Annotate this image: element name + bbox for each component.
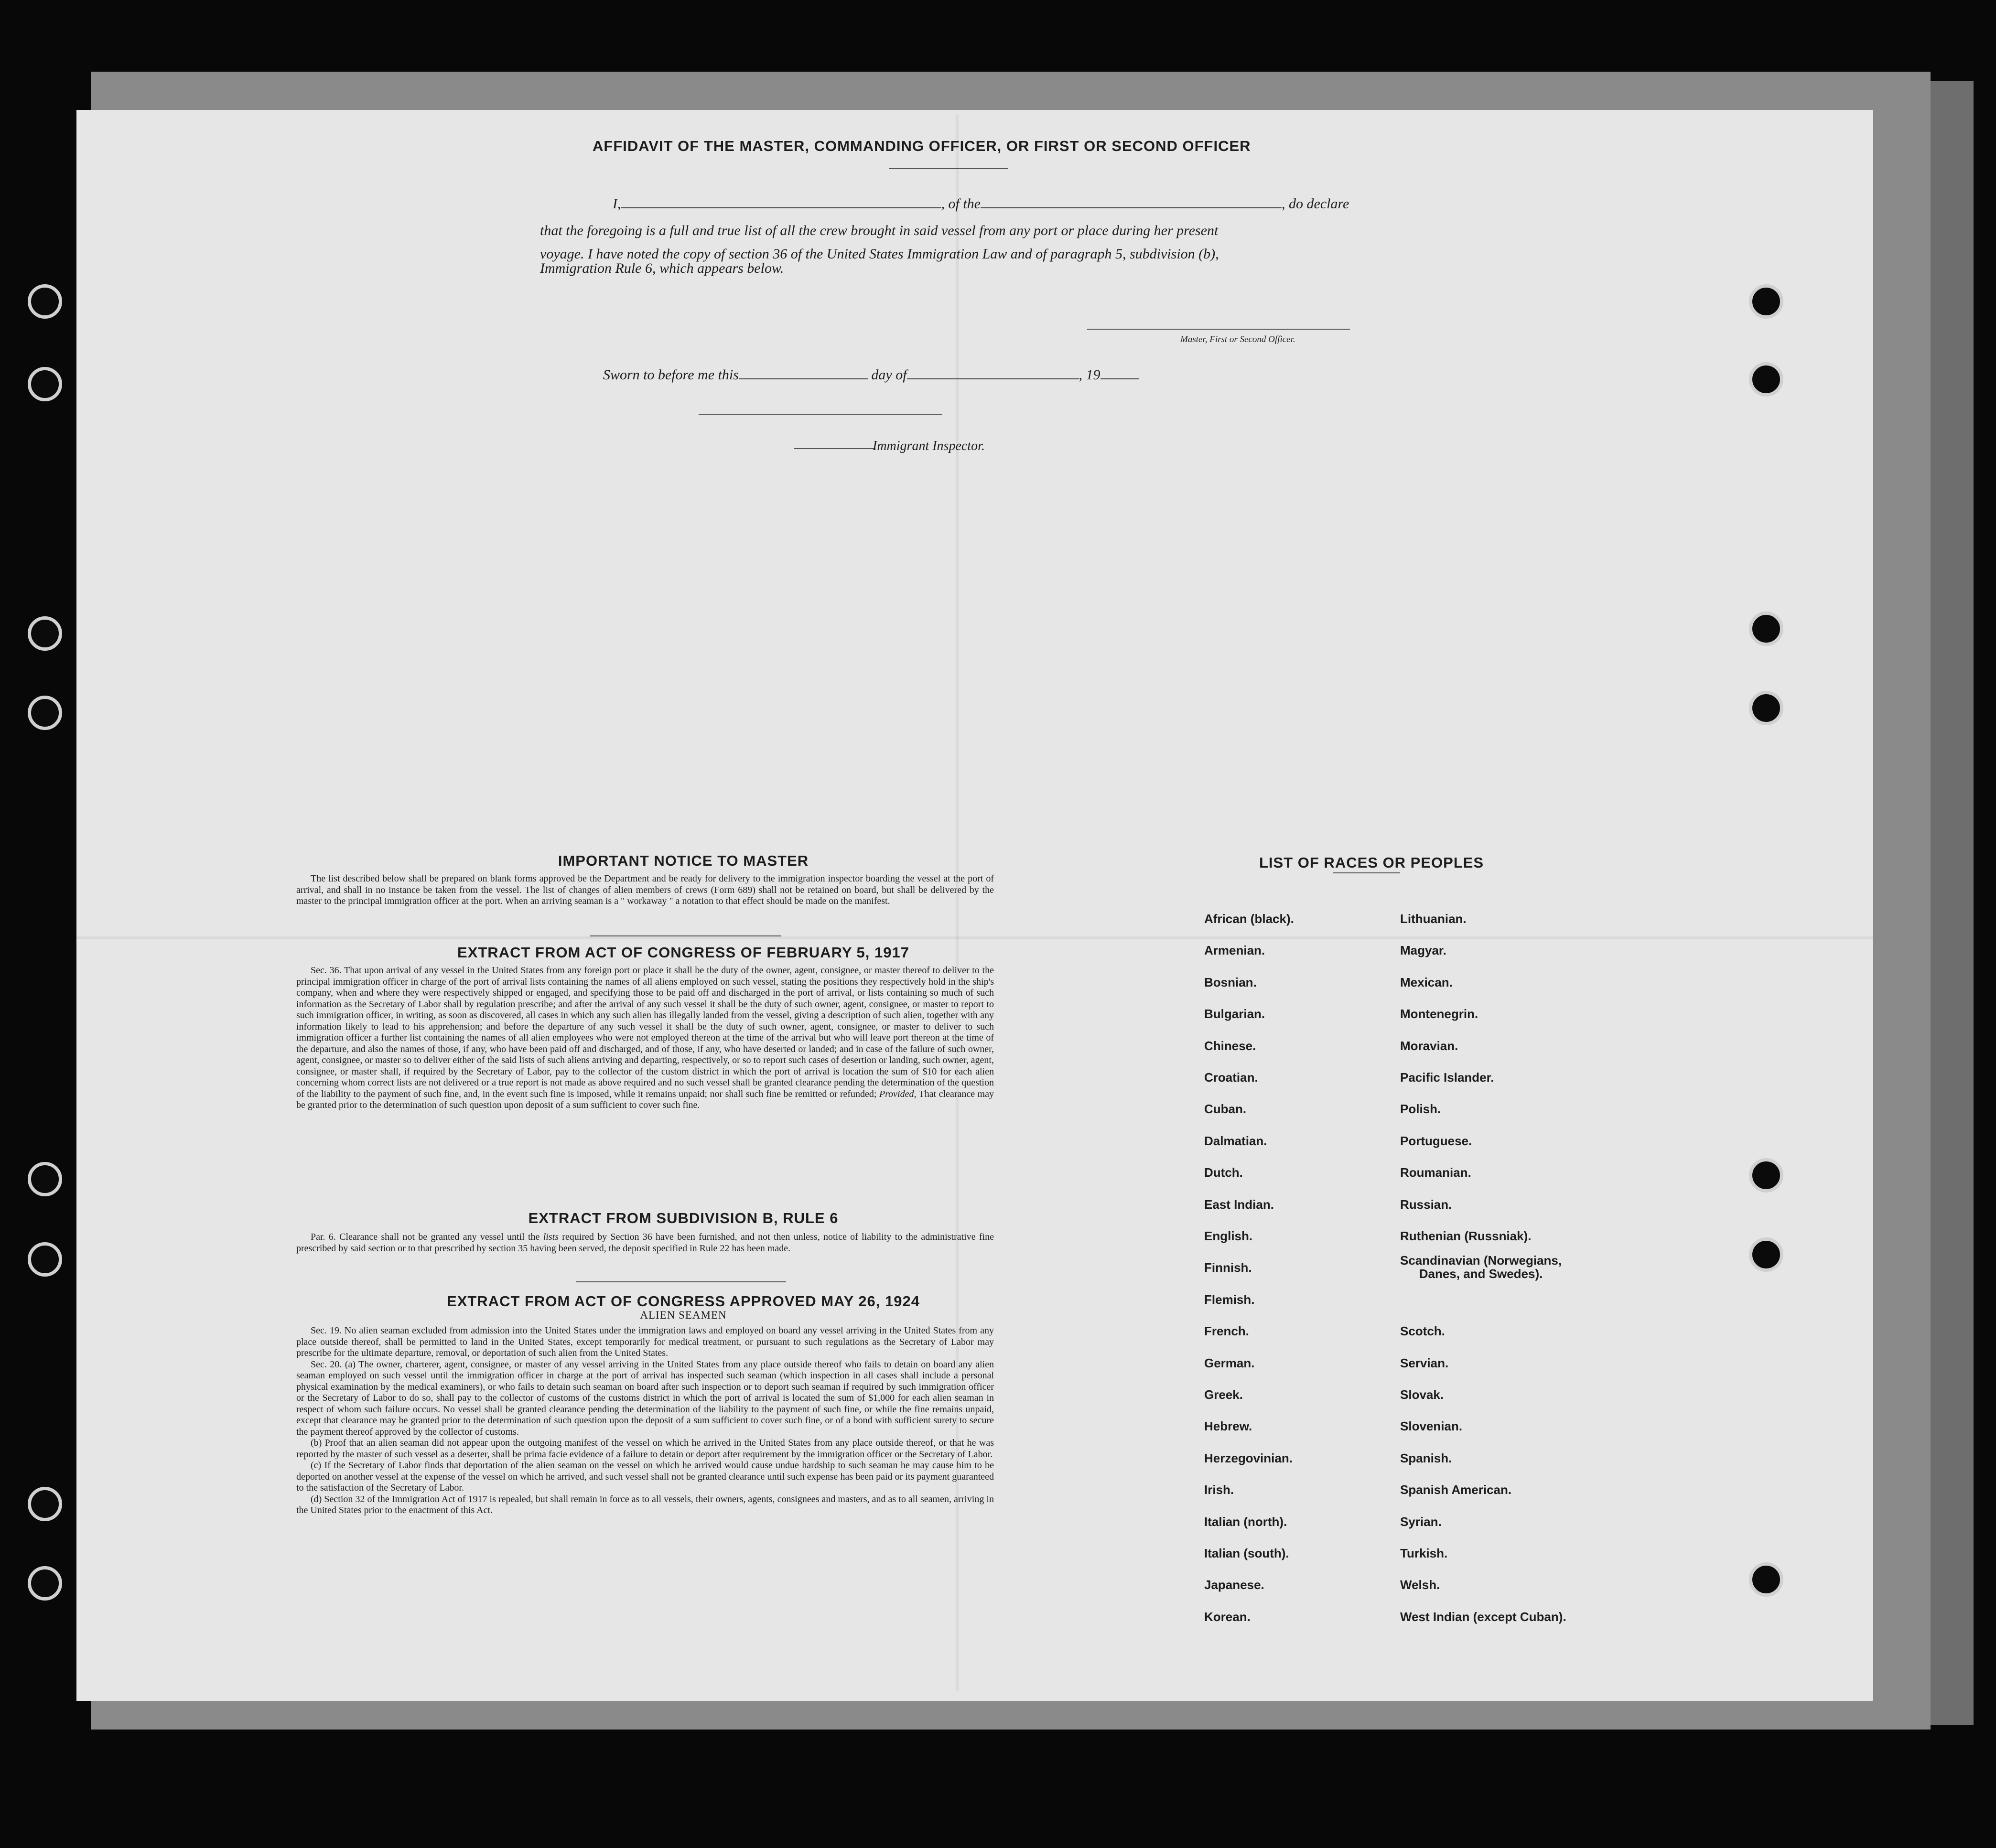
divider (576, 1281, 786, 1282)
race-item: Roumanian. (1400, 1165, 1471, 1180)
race-item: Scotch. (1400, 1324, 1445, 1339)
race-item: Japanese. (1204, 1578, 1264, 1592)
race-item: Welsh. (1400, 1578, 1440, 1592)
sec-19-paragraph: Sec. 19. No alien seaman excluded from admission into the United States under the immigration laws and employed on board any vessel arriving in the United States from any place outside thereof, shall be permitted to land in the United States, except temporarily for medical treatment, or pursuant to such regulations as the Secretary of Labor may prescribe for the ultimate departure, removal, or deportation of such alien from the United States. (296, 1325, 994, 1358)
declaration-line-4: Immigration Rule 6, which appears below. (540, 260, 784, 276)
sec-20d-paragraph: (d) Section 32 of the Immigration Act of 1917 is repealed, but shall remain in force as to all vessels, their owners, agents, consignees and masters, and as to all seamen, arriving in the United States prior to the enactment of this Act. (296, 1493, 994, 1515)
i-label: I, (613, 196, 621, 212)
race-item: Moravian. (1400, 1038, 1458, 1053)
extract-1917-title: EXTRACT FROM ACT OF CONGRESS OF FEBRUARY 5, 1917 (457, 944, 909, 961)
sworn-month-blank[interactable] (907, 378, 1079, 379)
race-item: West Indian (except Cuban). (1400, 1609, 1566, 1624)
sec-36-paragraph (296, 965, 994, 1111)
notice-text (296, 873, 994, 907)
punch-hole-icon (28, 1487, 62, 1521)
race-item: Flemish. (1204, 1292, 1255, 1307)
punch-hole-icon (28, 696, 62, 730)
title-underline (889, 168, 1008, 169)
par-6-text: Par. 6. Clearance shall not be granted any vessel until the (311, 1232, 543, 1242)
race-item: Bulgarian. (1204, 1007, 1265, 1021)
race-item: Slovak. (1400, 1387, 1444, 1402)
races-title: LIST OF RACES OR PEOPLES (1259, 854, 1484, 871)
race-item: Montenegrin. (1400, 1007, 1478, 1021)
race-item: Cuban. (1204, 1102, 1247, 1117)
race-item: Dutch. (1204, 1165, 1243, 1180)
provided-word: Provided, (879, 1088, 917, 1099)
punch-hole-icon (1749, 1562, 1783, 1597)
par-6-paragraph (296, 1232, 994, 1254)
extract-1917-text (296, 965, 994, 1111)
master-signature-line[interactable] (1087, 329, 1350, 330)
inspector-caption: Immigrant Inspector. (873, 439, 985, 453)
race-item: Italian (south). (1204, 1546, 1289, 1560)
sec-36-text-end: That clearance may be granted prior to the determination of such question upon deposit of a sum sufficient to cover such fine. (296, 1088, 994, 1110)
notice-title: IMPORTANT NOTICE TO MASTER (558, 852, 809, 869)
punch-hole-icon (28, 1162, 62, 1196)
race-item: Turkish. (1400, 1546, 1448, 1560)
day-of-label: day of (871, 367, 907, 383)
race-item: Croatian. (1204, 1070, 1258, 1085)
declaration-line (613, 196, 1349, 212)
punch-hole-icon (28, 284, 62, 319)
declaration-line-3: voyage. I have noted the copy of section 36 of the United States Immigration Law and of paragraph 5, subdivision (b), (540, 246, 1219, 262)
race-item: Greek. (1204, 1387, 1243, 1402)
race-item: Russian. (1400, 1197, 1452, 1212)
race-item-scandinavian (1400, 1254, 1562, 1280)
race-item: Bosnian. (1204, 975, 1257, 989)
races-underline (1333, 872, 1400, 873)
race-item: German. (1204, 1355, 1255, 1370)
punch-hole-icon (1749, 612, 1783, 646)
race-item: Armenian. (1204, 943, 1265, 958)
race-item: Mexican. (1400, 975, 1453, 989)
notice-paragraph: The list described below shall be prepared on blank forms approved be the Department and be ready for delivery to the immigration inspector boarding the vessel at the port of arrival, and shall in no instance be taken from the vessel. The list of changes of alien members of crews (Form 689) shall not be retained on board, but shall be delivered by the master to the principal immigration officer at the port. When an arriving seaman is a " workaway " a notation to that effect should be made on the manifest. (296, 873, 994, 906)
punch-hole-icon (1749, 1237, 1783, 1272)
race-item: Spanish. (1400, 1450, 1452, 1465)
punch-hole-icon (1749, 362, 1783, 397)
race-item: Herzegovinian. (1204, 1450, 1293, 1465)
race-item: Slovenian. (1400, 1419, 1463, 1434)
race-item: Pacific Islander. (1400, 1070, 1494, 1085)
race-item: Italian (north). (1204, 1514, 1287, 1529)
race-item: French. (1204, 1324, 1249, 1339)
binding-edge (1931, 81, 1974, 1725)
race-item: Magyar. (1400, 943, 1446, 958)
vessel-blank[interactable] (981, 207, 1282, 208)
horizontal-fold (76, 936, 1873, 939)
race-item: Chinese. (1204, 1038, 1256, 1053)
punch-hole-icon (1749, 284, 1783, 319)
year-label: , 19 (1079, 367, 1100, 383)
sec-20b-paragraph: (b) Proof that an alien seaman did not appear upon the outgoing manifest of the vessel on which he arrived in the United States from any place outside thereof, or that he was reported by the master of such vessel as a deserter, shall be prima facie evidence of a failure to detain or deport after requirement by the immigration officer or the Secretary of Labor. (296, 1438, 994, 1460)
extract-rule6-title: EXTRACT FROM SUBDIVISION B, RULE 6 (528, 1210, 839, 1226)
race-item-line: Scandinavian (Norwegians, (1400, 1253, 1562, 1268)
declaration-line-2: that the foregoing is a full and true list of all the crew brought in said vessel from any port or place during her present (540, 223, 1219, 238)
master-caption: Master, First or Second Officer. (1180, 334, 1295, 344)
punch-hole-icon (1749, 691, 1783, 725)
sec-36-text: Sec. 36. That upon arrival of any vessel in the United States from any foreign port or place it shall be the duty of the owner, agent, consignee, or master thereof to deliver to the principal immigration officer in charge of the port of arrival lists containing the names of all aliens employed on such vessel, stating the positions they respectively hold in the ship's company, when and where they were respectively shipped or engaged, and specifying those to be paid off and discharged in the port of arrival, or lists containing so much of such information as the Secretary of Labor shall by regulation prescribe; and after the arrival of any such vessel it shall be the duty of such owner, agent, consignee, or master to report to such immigration officer, in writing, as soon as discovered, all cases in which any such alien has illegally landed from the vessel, giving a description of such alien, together with any information likely to lead to his apprehension; and before the departure of any such vessel it shall be the duty of such owner, agent, consignee, or master to deliver to such immigration officer a further list containing the names of all alien employees who were not employed thereon at the time of the arrival but who will leave port thereon at the time of the departure, and also the names of those, if any, who have been paid off and discharged, and of those, if any, who have deserted or landed; and in case of the failure of such owner, agent, consignee, or master so to deliver either of the said lists of such aliens arriving and departing, respectively, or so to report such cases of desertion or landing, such owner, agent, consignee, or master shall, if required by the Secretary of Labor, pay to the collector of the custom district in which the port of arrival is location the sum of $10 for each alien concerning whom correct lists are not delivered or a true report is not made as above required and no such vessel shall be granted clearance pending the determination of the question of the liability to the payment of such fine, and, in the event such fine is imposed, while it remains unpaid; nor shall such fine be remitted or refunded; (296, 965, 994, 1099)
inspector-seal-line (699, 414, 942, 415)
par-6-text-end: required by Section 36 have been furnished, and not then unless, notice of liability to the administrative fine prescribed by said section or to that prescribed by section 35 having been served, the deposit specified in Rule 22 has been made. (296, 1232, 994, 1254)
divider (590, 935, 781, 936)
affidavit-title: AFFIDAVIT OF THE MASTER, COMMANDING OFFICER, OR FIRST OR SECOND OFFICER (593, 138, 1251, 154)
race-item: Irish. (1204, 1483, 1234, 1497)
name-blank[interactable] (621, 207, 941, 208)
punch-hole-icon (1749, 1158, 1783, 1193)
race-item: Lithuanian. (1400, 912, 1467, 926)
lists-word: lists (543, 1232, 559, 1242)
alien-seamen-subtitle: ALIEN SEAMEN (640, 1309, 727, 1321)
race-item: East Indian. (1204, 1197, 1274, 1212)
extract-rule6-text (296, 1232, 994, 1254)
sworn-day-blank[interactable] (739, 378, 868, 379)
inspector-signature-line[interactable] (794, 448, 875, 449)
race-item: Portuguese. (1400, 1133, 1472, 1148)
sworn-year-blank[interactable] (1100, 378, 1139, 379)
do-declare-label: , do declare (1282, 196, 1349, 212)
race-item: Syrian. (1400, 1514, 1442, 1529)
race-item: English. (1204, 1229, 1253, 1243)
race-item-line: Danes, and Swedes). (1419, 1267, 1543, 1281)
punch-hole-icon (28, 616, 62, 651)
race-item: Servian. (1400, 1355, 1449, 1370)
race-item: Spanish American. (1400, 1483, 1512, 1497)
extract-1924-title: EXTRACT FROM ACT OF CONGRESS APPROVED MAY 26, 1924 (447, 1293, 920, 1310)
race-item: Polish. (1400, 1102, 1441, 1117)
race-item: Finnish. (1204, 1260, 1252, 1275)
punch-hole-icon (28, 1242, 62, 1277)
extract-1924-text (296, 1325, 994, 1516)
race-item: African (black). (1204, 912, 1294, 926)
race-item: Ruthenian (Russniak). (1400, 1229, 1532, 1243)
sec-20a-paragraph: Sec. 20. (a) The owner, charterer, agent, consignee, or master of any vessel arriving in the United States from any place outside thereof who fails to detain on board any alien seaman employed on such vessel until the immigration officer in charge at the port of arrival has inspected such seaman (which inspection in all cases shall include a personal physical examination by the medical examiners), or who fails to detain such seaman on board after such inspection or to deport such seaman if required by such immigration officer or the Secretary of Labor to do so, shall pay to the collector of customs of the customs district in which the port of arrival is located the sum of $1,000 for each alien seaman in respect of whom such failure occurs. No vessel shall be granted clearance pending the determination of the liability to the payment of such fine, or while the fine remains unpaid, except that clearance may be granted prior to the determination of such question upon the deposit of a sum sufficient to cover such fine, or of a bond with sufficient surety to secure the payment thereof approved by the collector of customs. (296, 1359, 994, 1437)
punch-hole-icon (28, 367, 62, 401)
sworn-line (603, 367, 1139, 383)
race-item: Hebrew. (1204, 1419, 1252, 1434)
sworn-label: Sworn to before me this (603, 367, 739, 383)
race-item: Korean. (1204, 1609, 1251, 1624)
race-item: Dalmatian. (1204, 1133, 1267, 1148)
punch-hole-icon (28, 1566, 62, 1601)
of-the-label: , of the (941, 196, 981, 212)
sec-20c-paragraph: (c) If the Secretary of Labor finds that deportation of the alien seaman on the vessel on which he arrived would cause undue hardship to such seaman he may cause him to be deported on another vessel at the expense of the vessel on which he arrived, and such vessel shall not be granted clearance until such expense has been paid or its payment guaranteed to the satisfaction of the Secretary of Labor. (296, 1460, 994, 1493)
